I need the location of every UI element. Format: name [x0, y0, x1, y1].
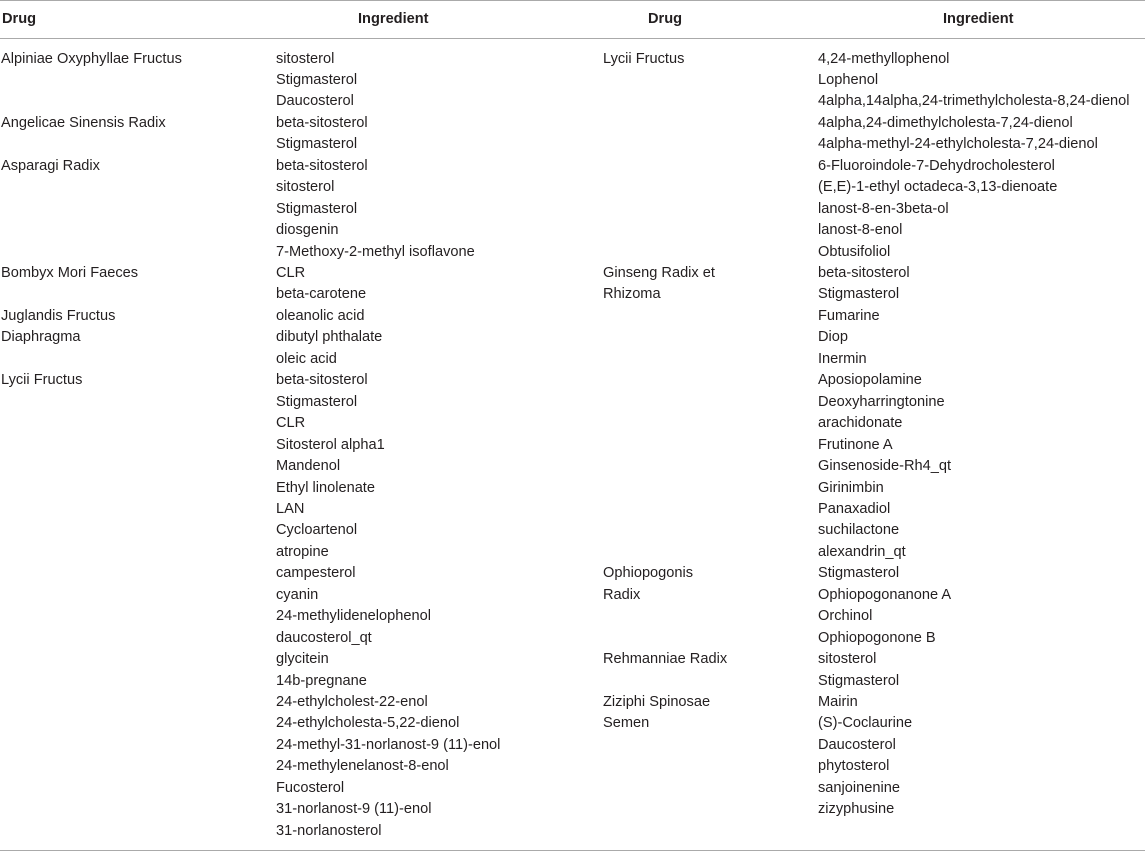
left-drug-cell: Asparagi Radix — [1, 157, 100, 174]
right-ingredient-cell: suchilactone — [818, 522, 900, 539]
right-ingredient-cell: (S)-Coclaurine — [818, 715, 913, 732]
left-ingredient-cell: 31-norlanosterol — [276, 822, 382, 839]
header-ingredient-left: Ingredient — [358, 11, 429, 27]
right-drug-cell: Rehmanniae Radix — [603, 651, 728, 668]
right-ingredient-cell: Diop — [818, 329, 849, 346]
left-ingredient-cell: 24-methylenelanost-8-enol — [276, 758, 449, 775]
left-ingredient-cell: Stigmasterol — [276, 393, 358, 410]
right-ingredient-cell: Deoxyharringtonine — [818, 393, 945, 410]
right-ingredient-cell: zizyphusine — [818, 801, 895, 818]
left-ingredient-cell: Fucosterol — [276, 779, 345, 796]
left-ingredient-cell: Cycloartenol — [276, 522, 358, 539]
right-ingredient-cell: Daucosterol — [818, 736, 896, 753]
right-ingredient-cell: Girinimbin — [818, 479, 884, 496]
header-ingredient-right: Ingredient — [943, 11, 1014, 27]
right-drug-cell: Ginseng Radix et — [603, 265, 715, 281]
left-drug-cell: Lycii Fructus — [1, 372, 83, 389]
right-ingredient-cell: 4alpha,24-dimethylcholesta-7,24-dienol — [818, 114, 1073, 131]
left-ingredient-cell: 24-methylidenelophenol — [276, 608, 431, 625]
bottom-rule — [0, 850, 1145, 851]
right-ingredient-cell: beta-sitosterol — [818, 265, 910, 281]
right-ingredient-cell: Orchinol — [818, 608, 873, 625]
right-drug-cell: Radix — [603, 586, 641, 603]
left-ingredient-cell: Stigmasterol — [276, 136, 358, 153]
left-ingredient-cell: beta-sitosterol — [276, 114, 368, 131]
left-ingredient-cell: CLR — [276, 415, 306, 432]
right-ingredient-cell: Stigmasterol — [818, 672, 900, 689]
left-ingredient-cell: Sitosterol alpha1 — [276, 436, 385, 453]
right-ingredient-cell: lanost-8-enol — [818, 222, 903, 239]
top-rule — [0, 0, 1145, 1]
left-ingredient-cell: sitosterol — [276, 179, 335, 196]
right-ingredient-cell: Frutinone A — [818, 436, 893, 453]
right-ingredient-cell: Inermin — [818, 350, 867, 367]
left-drug-cell: Juglandis Fructus — [1, 307, 116, 324]
right-ingredient-cell: phytosterol — [818, 758, 890, 775]
right-ingredient-cell: Aposiopolamine — [818, 372, 922, 389]
right-ingredient-cell: 6-Fluoroindole-7-Dehydrocholesterol — [818, 157, 1055, 174]
right-ingredient-cell: sanjoinenine — [818, 779, 900, 796]
right-ingredient-cell: Mairin — [818, 694, 858, 710]
left-ingredient-cell: diosgenin — [276, 222, 339, 239]
right-ingredient-cell: Ophiopogonone B — [818, 629, 936, 646]
left-drug-cell: Diaphragma — [1, 329, 81, 346]
left-ingredient-cell: LAN — [276, 500, 305, 517]
right-ingredient-cell: alexandrin_qt — [818, 543, 906, 560]
left-drug-cell: Angelicae Sinensis Radix — [1, 114, 166, 131]
right-ingredient-cell: Ophiopogonanone A — [818, 586, 952, 603]
left-ingredient-cell: oleanolic acid — [276, 307, 365, 324]
right-ingredient-cell: Stigmasterol — [818, 565, 900, 582]
left-ingredient-cell: 14b-pregnane — [276, 672, 367, 689]
right-ingredient-cell: Stigmasterol — [818, 286, 900, 303]
header-rule — [0, 38, 1145, 39]
left-ingredient-cell: glycitein — [276, 651, 329, 668]
left-ingredient-cell: beta-sitosterol — [276, 372, 368, 389]
right-ingredient-cell: Lophenol — [818, 72, 879, 88]
right-drug-cell: Rhizoma — [603, 286, 661, 303]
right-ingredient-cell: Ginsenoside-Rh4_qt — [818, 458, 952, 475]
right-drug-cell: Lycii Fructus — [603, 50, 685, 67]
left-ingredient-cell: oleic acid — [276, 350, 337, 367]
left-ingredient-cell: beta-sitosterol — [276, 157, 368, 174]
left-ingredient-cell: Stigmasterol — [276, 200, 358, 217]
left-ingredient-cell: sitosterol — [276, 50, 335, 67]
left-ingredient-cell: dibutyl phthalate — [276, 329, 383, 346]
header-drug-right: Drug — [648, 11, 683, 27]
right-ingredient-cell: Panaxadiol — [818, 500, 891, 517]
left-ingredient-cell: atropine — [276, 543, 329, 560]
left-ingredient-cell: Ethyl linolenate — [276, 479, 375, 496]
left-ingredient-cell: Daucosterol — [276, 93, 354, 110]
left-ingredient-cell: CLR — [276, 265, 306, 281]
left-ingredient-cell: 24-ethylcholesta-5,22-dienol — [276, 715, 460, 732]
right-ingredient-cell: 4,24-methyllophenol — [818, 50, 950, 67]
left-ingredient-cell: campesterol — [276, 565, 356, 582]
right-drug-cell: Ziziphi Spinosae — [603, 694, 711, 710]
right-ingredient-cell: Fumarine — [818, 307, 880, 324]
right-ingredient-cell: lanost-8-en-3beta-ol — [818, 200, 949, 217]
right-ingredient-cell: sitosterol — [818, 651, 877, 668]
header-drug-left: Drug — [2, 11, 37, 27]
left-ingredient-cell: daucosterol_qt — [276, 629, 372, 646]
right-drug-cell: Semen — [603, 715, 650, 732]
left-ingredient-cell: 24-methyl-31-norlanost-9 (11)-enol — [276, 736, 501, 753]
left-ingredient-cell: Mandenol — [276, 458, 341, 475]
right-drug-cell: Ophiopogonis — [603, 565, 694, 582]
right-ingredient-cell: (E,E)-1-ethyl octadeca-3,13-dienoate — [818, 179, 1058, 196]
left-ingredient-cell: cyanin — [276, 586, 319, 603]
right-ingredient-cell: Obtusifoliol — [818, 243, 891, 260]
left-drug-cell: Alpiniae Oxyphyllae Fructus — [1, 50, 182, 67]
right-ingredient-cell: 4alpha,14alpha,24-trimethylcholesta-8,24-dienol — [818, 93, 1130, 110]
left-ingredient-cell: beta-carotene — [276, 286, 367, 303]
left-drug-cell: Bombyx Mori Faeces — [1, 265, 139, 281]
right-ingredient-cell: arachidonate — [818, 415, 903, 432]
left-ingredient-cell: Stigmasterol — [276, 72, 358, 88]
left-ingredient-cell: 31-norlanost-9 (11)-enol — [276, 801, 432, 818]
left-ingredient-cell: 24-ethylcholest-22-enol — [276, 694, 428, 710]
right-ingredient-cell: 4alpha-methyl-24-ethylcholesta-7,24-dienol — [818, 136, 1098, 153]
left-ingredient-cell: 7-Methoxy-2-methyl isoflavone — [276, 243, 475, 260]
